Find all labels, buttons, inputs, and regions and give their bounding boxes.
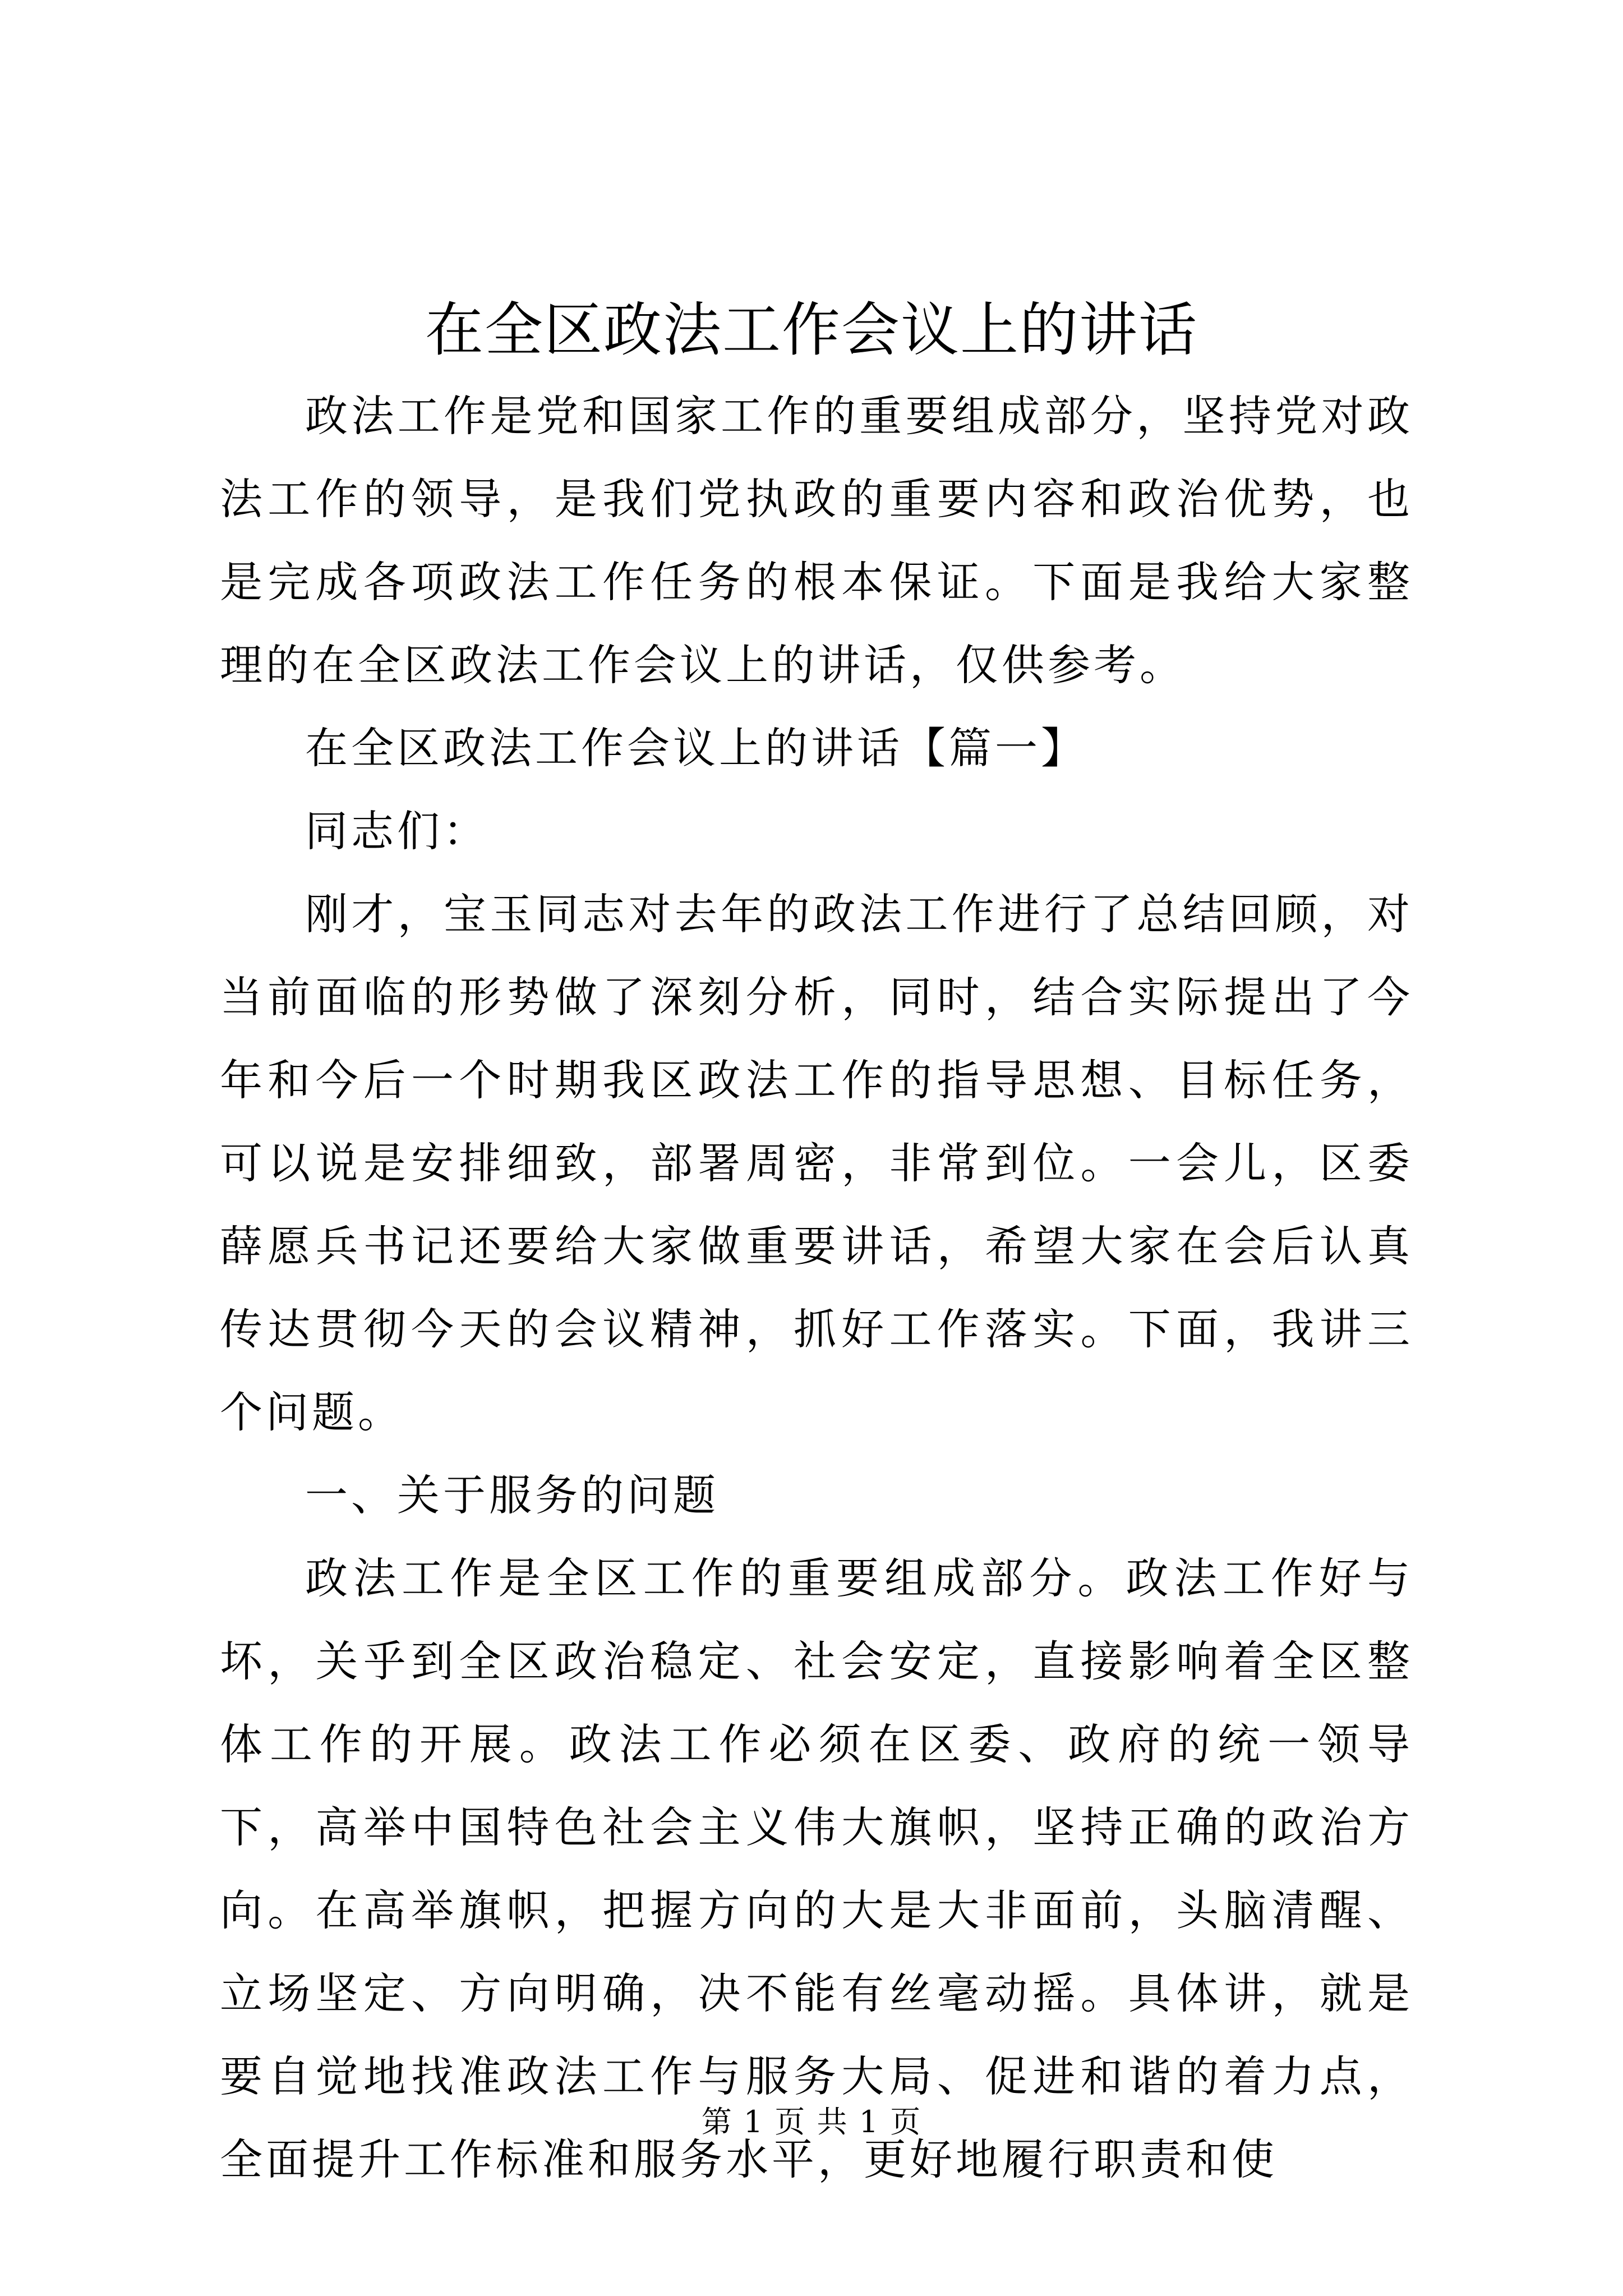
salutation: 同志们： bbox=[305, 806, 489, 856]
body-paragraph: 政法工作是全区工作的重要组成部分。政法工作好与坏，关乎到全区政治稳定、社会安定，直接影响着全区整体工作的开展。政法工作必须在区委、政府的统一领导下，高举中国特色社会主义伟大旗帜，坚持正确的政治方向。在高举旗帜，把握方向的大是大非面前，头脑清醒、立场坚定、方向明确，决不能有丝毫动摇。具体讲，就是要自觉地找准政法工作与服务大局、促进和谐的着力点，全面提升工作标准和服务水平，更好地履行职责和使 bbox=[220, 1553, 1413, 2184]
intro-paragraph: 政法工作是党和国家工作的重要组成部分，坚持党对政法工作的领导，是我们党执政的重要内容和政治优势，也是完成各项政法工作任务的根本保证。下面是我给大家整理的在全区政法工作会议上的讲话，仅供参考。 bbox=[220, 391, 1413, 690]
subsection-heading: 一、关于服务的问题 bbox=[305, 1470, 719, 1520]
document-body bbox=[220, 375, 1413, 2201]
document-title: 在全区政法工作会议上的讲话 bbox=[425, 296, 1198, 364]
body-paragraph: 刚才，宝玉同志对去年的政法工作进行了总结回顾，对当前面临的形势做了深刻分析，同时，结合实际提出了今年和今后一个时期我区政法工作的指导思想、目标任务，可以说是安排细致，部署周密，非常到位。一会儿，区委薛愿兵书记还要给大家做重要讲话，希望大家在会后认真传达贯彻今天的会议精神，抓好工作落实。下面，我讲三个问题。 bbox=[220, 889, 1413, 1437]
page-number-footer: 第 1 页 共 1 页 bbox=[701, 2104, 922, 2139]
section-heading: 在全区政法工作会议上的讲话【篇一】 bbox=[305, 723, 1087, 773]
